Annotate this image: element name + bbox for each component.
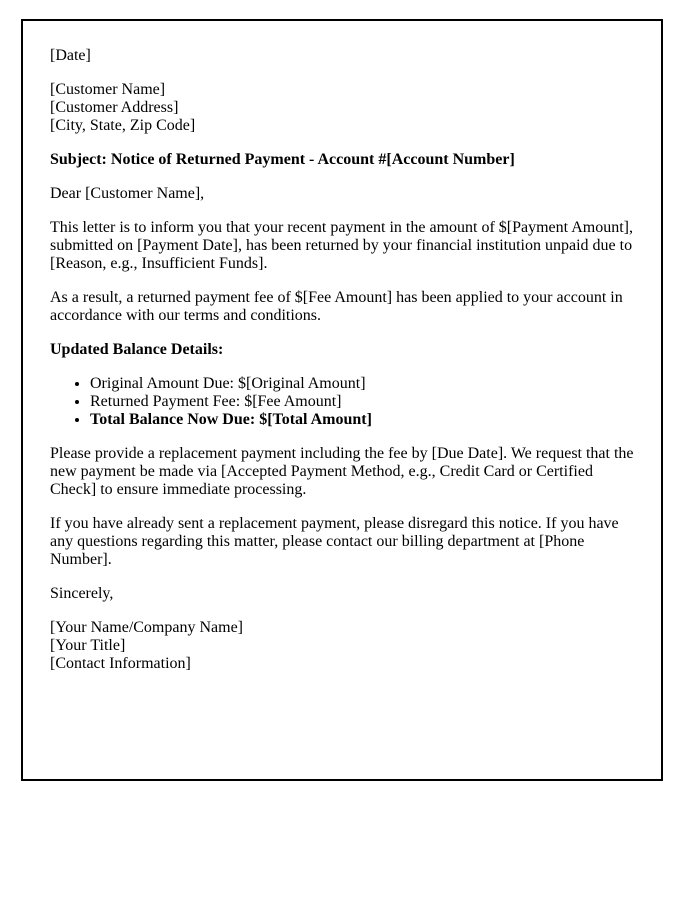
paragraph-fee-applied: As a result, a returned payment fee of $[Fee Amount] has been applied to your account in accordance with our terms and conditions.: [50, 289, 623, 324]
letter-date: [Date]: [50, 47, 91, 64]
balance-details-list: [50, 375, 636, 429]
letter-document: [21, 19, 663, 781]
recipient-block: [50, 81, 636, 135]
paragraph-replacement-payment: Please provide a replacement payment including the fee by [Due Date]. We request that the new payment be made via [Accepted Payment Method, e.g., Credit Card or Certified Check] to ensure immediate processing.: [50, 445, 634, 498]
paragraph-returned-payment: This letter is to inform you that your recent payment in the amount of $[Payment Amount], submitted on [Payment Date], has been returned by your financial institution unpaid due to [Reason, e.g., Insufficient Funds].: [50, 219, 633, 272]
list-item-original-amount: • Original Amount Due: $[Original Amount]: [90, 375, 636, 393]
signature-name: [Your Name/Company Name]: [50, 619, 244, 636]
recipient-name: [Customer Name]: [50, 81, 166, 98]
paragraph-disregard-notice: If you have already sent a replacement payment, please disregard this notice. If you have any questions regarding this matter, please contact our billing department at [Phone Number].: [50, 515, 619, 568]
balance-details-heading: Updated Balance Details:: [50, 341, 224, 358]
signature-contact: [Contact Information]: [50, 655, 191, 672]
salutation: Dear [Customer Name],: [50, 185, 205, 202]
closing: Sincerely,: [50, 585, 114, 602]
signature-title: [Your Title]: [50, 637, 126, 654]
list-item-returned-fee: • Returned Payment Fee: $[Fee Amount]: [90, 393, 636, 411]
recipient-city-state-zip: [City, State, Zip Code]: [50, 117, 196, 134]
recipient-address: [Customer Address]: [50, 99, 179, 116]
list-item-total-due: • Total Balance Now Due: $[Total Amount]: [90, 411, 636, 429]
subject-line: Subject: Notice of Returned Payment - Account #[Account Number]: [50, 151, 515, 168]
signature-block: [50, 619, 636, 673]
